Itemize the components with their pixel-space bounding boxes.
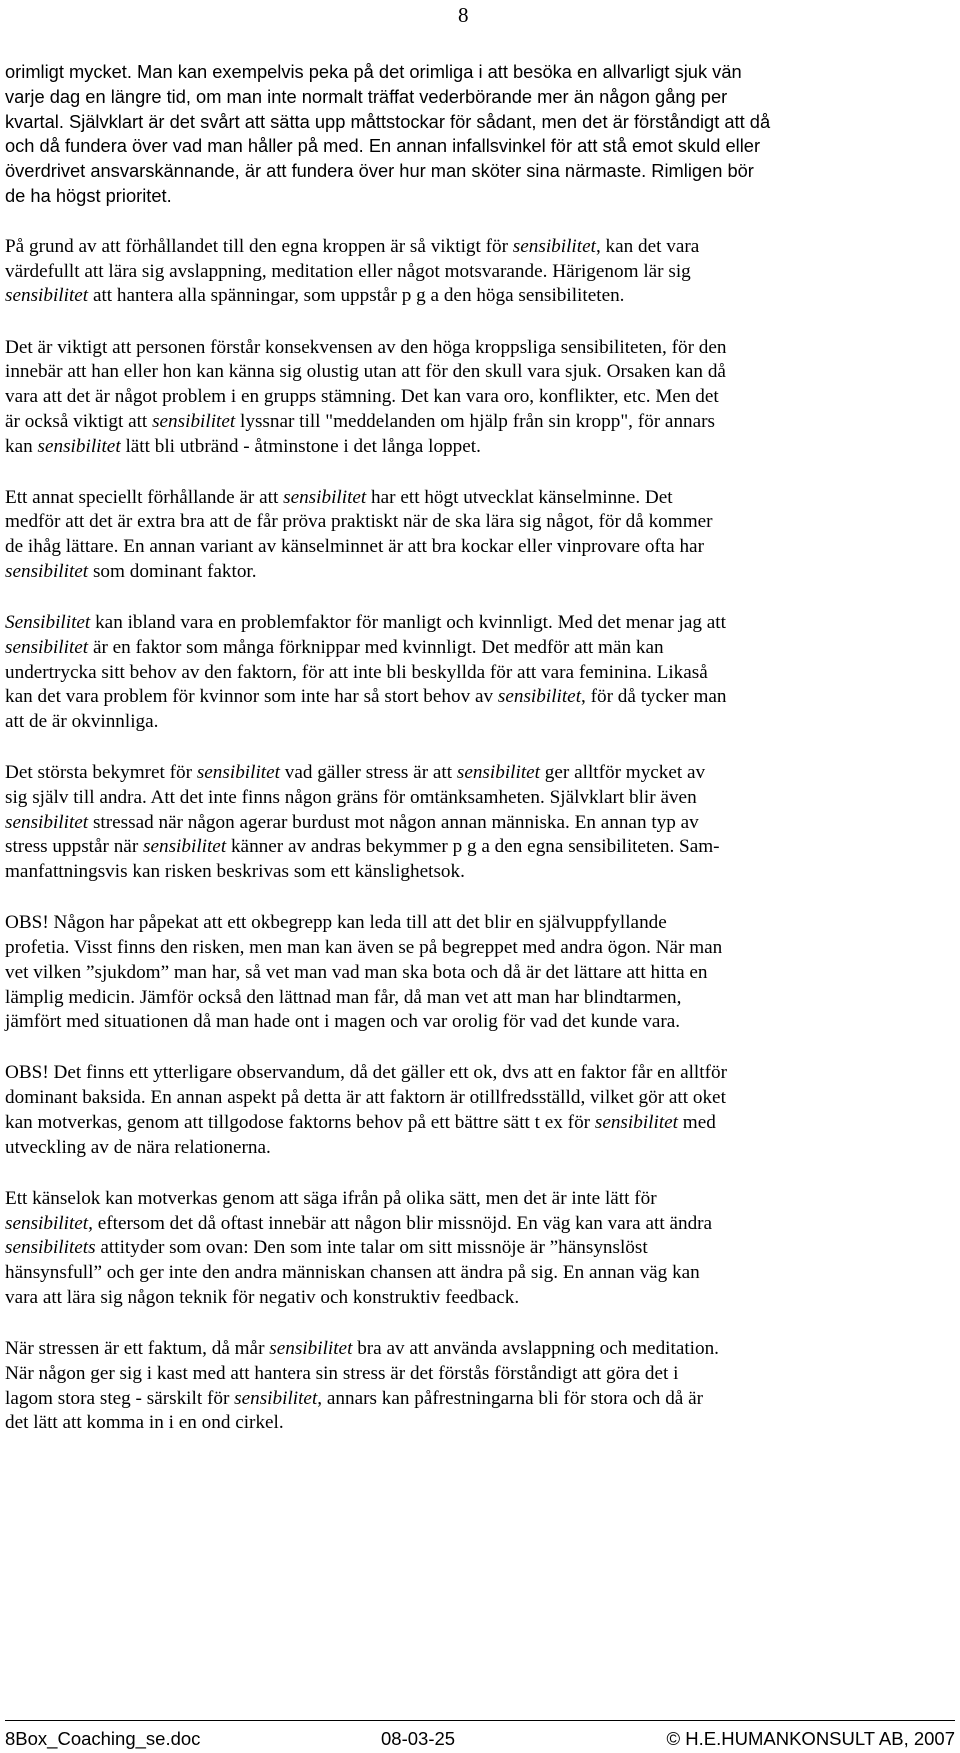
text-line: [5, 710, 953, 735]
footer-copyright: © H.E.HUMANKONSULT AB, 2007: [666, 1728, 955, 1749]
text-segment: vad gäller stress är att: [279, 762, 457, 784]
document-body: [5, 60, 953, 1462]
text-segment: stress uppstår när: [5, 836, 144, 858]
text-segment: varje dag en längre tid, om man inte normalt träffat vederbörande mer än någon gång per: [5, 85, 728, 107]
text-line: [5, 786, 953, 811]
text-line: [5, 1086, 953, 1111]
emphasis-text: sensibilitet,: [5, 1212, 93, 1234]
text-segment: kan motverkas, genom att tillgodose faktorns behov på ett bättre sätt t ex för: [5, 1111, 595, 1133]
text-segment: När någon ger sig i kast med att hantera sin stress är det förstås förståndigt att göra det i: [5, 1362, 679, 1384]
text-line: [5, 936, 953, 961]
text-segment: medför att det är extra bra att de får pröva praktiskt när de ska lära sig något, för då kommer: [5, 511, 713, 533]
text-line: [5, 860, 953, 885]
text-segment: och då fundera över vad man håller på med. En annan infallsvinkel för att stå emot skuld eller: [5, 135, 761, 157]
text-segment: ger alltför mycket av: [540, 762, 706, 784]
text-line: [5, 1010, 953, 1035]
text-segment: känner av andras bekymmer p g a den egna sensibiliteten. Sam-: [226, 836, 720, 858]
paragraph: [5, 1061, 953, 1160]
text-line: [5, 1362, 953, 1387]
text-segment: På grund av att förhållandet till den egna kroppen är så viktigt för: [5, 235, 513, 257]
emphasis-text: sensibilitet: [196, 762, 280, 784]
emphasis-text: Sensibilitet: [5, 612, 91, 634]
text-line: [5, 636, 953, 661]
text-segment: de ihåg lättare. En annan variant av känselminnet är att bra kockar eller vinprovare ofta har: [5, 536, 704, 558]
paragraph: [5, 911, 953, 1035]
text-line: [5, 661, 953, 686]
text-segment: med: [678, 1111, 716, 1133]
text-segment: vet vilken ”sjukdom” man har, så vet man vad man ska bota och då är det lättare att hitta en: [5, 961, 708, 983]
text-segment: värdefullt att lära sig avslappning, meditation eller något motsvarande. Härigenom lär sig: [5, 260, 691, 282]
emphasis-text: sensibilitet: [152, 410, 236, 432]
text-segment: hänsynsfull” och ger inte den andra människan chansen att ändra på sig. En annan väg kan: [5, 1262, 700, 1284]
text-line: [5, 60, 953, 85]
text-segment: Det är viktigt att personen förstår konsekvensen av den höga kroppsliga sensibiliteten, för den: [5, 336, 727, 358]
text-segment: lagom stora steg - särskilt för: [5, 1387, 235, 1409]
text-segment: innebär att han eller hon kan känna sig olustig utan att för den skull vara sjuk. Orsaken kan då: [5, 361, 726, 383]
footer-date: 08-03-25: [381, 1728, 456, 1749]
text-line: [5, 761, 953, 786]
text-line: [5, 835, 953, 860]
text-segment: kan: [5, 435, 38, 457]
text-line: [5, 336, 953, 361]
text-segment: kan ibland vara en problemfaktor för manligt och kvinnligt. Med det menar jag att: [90, 612, 726, 634]
text-line: [5, 410, 953, 435]
text-line: [5, 85, 953, 110]
emphasis-text: sensibilitet: [5, 811, 89, 833]
emphasis-text: sensibilitet: [143, 836, 227, 858]
text-segment: attityder som ovan: Den som inte talar om sitt missnöje är ”hänsynslöst: [95, 1237, 648, 1259]
text-segment: utveckling av de nära relationerna.: [5, 1136, 271, 1158]
text-line: [5, 911, 953, 936]
emphasis-text: sensibilitet: [234, 1387, 318, 1409]
text-line: [5, 1111, 953, 1136]
text-line: [5, 134, 953, 159]
text-segment: , kan det vara: [595, 235, 700, 257]
text-line: [5, 811, 953, 836]
emphasis-text: sensibilitet: [497, 686, 582, 708]
emphasis-text: sensibilitet: [5, 285, 89, 307]
text-segment: att hantera alla spänningar, som uppstår p g a den höga sensibiliteten.: [88, 285, 625, 307]
footer-divider: [5, 1720, 955, 1721]
text-segment: , annars kan påfrestningarna bli för stora och då är: [317, 1387, 704, 1409]
text-segment: bra av att använda avslappning och meditation.: [352, 1338, 719, 1360]
paragraph: [5, 60, 953, 209]
paragraph: [5, 611, 953, 735]
emphasis-text: sensibilitet: [5, 560, 89, 582]
text-line: [5, 435, 953, 460]
text-segment: de ha högst prioritet.: [5, 184, 172, 206]
text-line: [5, 1061, 953, 1086]
text-segment: kan det vara problem för kvinnor som inte har så stort behov av: [5, 686, 498, 708]
text-segment: att de är okvinnliga.: [5, 711, 159, 733]
emphasis-text: sensibilitet: [283, 486, 367, 508]
page-number: 8: [458, 3, 469, 27]
text-segment: OBS! Någon har påpekat att ett okbegrepp kan leda till att det blir en självuppfyllande: [5, 912, 667, 934]
text-line: [5, 1337, 953, 1362]
text-segment: sig själv till andra. Att det inte finns någon gräns för omtänksamheten. Självklart blir även: [5, 786, 697, 808]
text-line: [5, 260, 953, 285]
text-segment: Det största bekymret för: [5, 762, 197, 784]
text-line: [5, 1187, 953, 1212]
text-line: [5, 1236, 953, 1261]
text-line: [5, 486, 953, 511]
paragraph: [5, 1187, 953, 1311]
paragraph: [5, 336, 953, 460]
emphasis-text: sensibilitet: [37, 435, 121, 457]
text-line: [5, 510, 953, 535]
text-line: [5, 110, 953, 135]
text-line: [5, 284, 953, 309]
text-line: [5, 986, 953, 1011]
text-segment: överdrivet ansvarskännande, är att fundera över hur man sköter sina närmaste. Rimligen bör: [5, 160, 754, 181]
text-segment: undertrycka sitt behov av den faktorn, för att inte bli beskyllda för att vara feminina. Likaså: [5, 661, 708, 683]
text-segment: stressad när någon agerar burdust mot någon annan människa. En annan typ av: [88, 811, 699, 833]
text-segment: Ett annat speciellt förhållande är att: [5, 486, 284, 508]
text-line: [5, 611, 953, 636]
text-segment: profetia. Visst finns den risken, men man kan även se på begreppet med andra ögon. När man: [5, 937, 723, 959]
text-segment: är en faktor som många förknippar med kvinnligt. Det medför att män kan: [88, 636, 664, 658]
text-segment: det lätt att komma in i en ond cirkel.: [5, 1412, 284, 1434]
text-line: [5, 1212, 953, 1237]
text-line: [5, 535, 953, 560]
text-line: [5, 685, 953, 710]
paragraph: [5, 235, 953, 309]
paragraph: [5, 1337, 953, 1436]
text-segment: lätt bli utbränd - åtminstone i det långa loppet.: [120, 435, 481, 457]
text-segment: , för då tycker man: [581, 686, 727, 708]
emphasis-text: sensibilitets: [5, 1237, 96, 1259]
emphasis-text: sensibilitet: [456, 762, 540, 784]
text-segment: vara att lära sig någon teknik för negativ och konstruktiv feedback.: [5, 1286, 520, 1308]
text-segment: kvartal. Självklart är det svårt att sätta upp måttstockar för sådant, men det är förståndigt att då: [5, 110, 771, 132]
text-segment: lyssnar till "meddelanden om hjälp från sin kropp", för annars: [235, 410, 715, 432]
text-segment: manfattningsvis kan risken beskrivas som ett känslighetsok.: [5, 861, 465, 883]
text-segment: dominant baksida. En annan aspekt på detta är att faktorn är otillfredsställd, vilket gör att oket: [5, 1087, 726, 1109]
text-segment: OBS! Det finns ett ytterligare observandum, då det gäller ett ok, dvs att en faktor får en alltför: [5, 1062, 727, 1084]
text-segment: jämfört med situationen då man hade ont i magen och var orolig för vad det kunde vara.: [5, 1011, 681, 1033]
emphasis-text: sensibilitet: [594, 1111, 678, 1133]
text-segment: vara att det är något problem i en grupps stämning. Det kan vara oro, konflikter, etc. Men det: [5, 386, 719, 408]
text-line: [5, 385, 953, 410]
text-segment: När stressen är ett faktum, då mår: [5, 1338, 270, 1360]
text-line: [5, 560, 953, 585]
text-line: [5, 961, 953, 986]
text-line: [5, 235, 953, 260]
paragraph: [5, 761, 953, 885]
text-segment: orimligt mycket. Man kan exempelvis peka på det orimliga i att besöka en allvarligt sjuk vän: [5, 61, 742, 82]
text-line: [5, 360, 953, 385]
text-segment: som dominant faktor.: [88, 560, 257, 582]
text-line: [5, 1411, 953, 1436]
text-line: [5, 1136, 953, 1161]
text-line: [5, 1261, 953, 1286]
text-segment: är också viktigt att: [5, 410, 153, 432]
text-segment: har ett högt utvecklat känselminne. Det: [366, 486, 673, 508]
paragraph: [5, 486, 953, 585]
text-line: [5, 1286, 953, 1311]
text-segment: eftersom det då oftast innebär att någon blir missnöjd. En väg kan vara att ändra: [92, 1212, 713, 1234]
emphasis-text: sensibilitet: [512, 235, 596, 257]
text-line: [5, 159, 953, 184]
text-segment: lämplig medicin. Jämför också den lättnad man får, då man vet att man har blindtarmen,: [5, 986, 682, 1008]
text-line: [5, 1387, 953, 1412]
footer-filename: 8Box_Coaching_se.doc: [5, 1728, 201, 1749]
page-footer: [5, 1727, 955, 1751]
text-segment: Ett känselok kan motverkas genom att säga ifrån på olika sätt, men det är inte lätt för: [5, 1187, 657, 1209]
emphasis-text: sensibilitet: [5, 636, 89, 658]
emphasis-text: sensibilitet: [269, 1338, 353, 1360]
text-line: [5, 184, 953, 209]
